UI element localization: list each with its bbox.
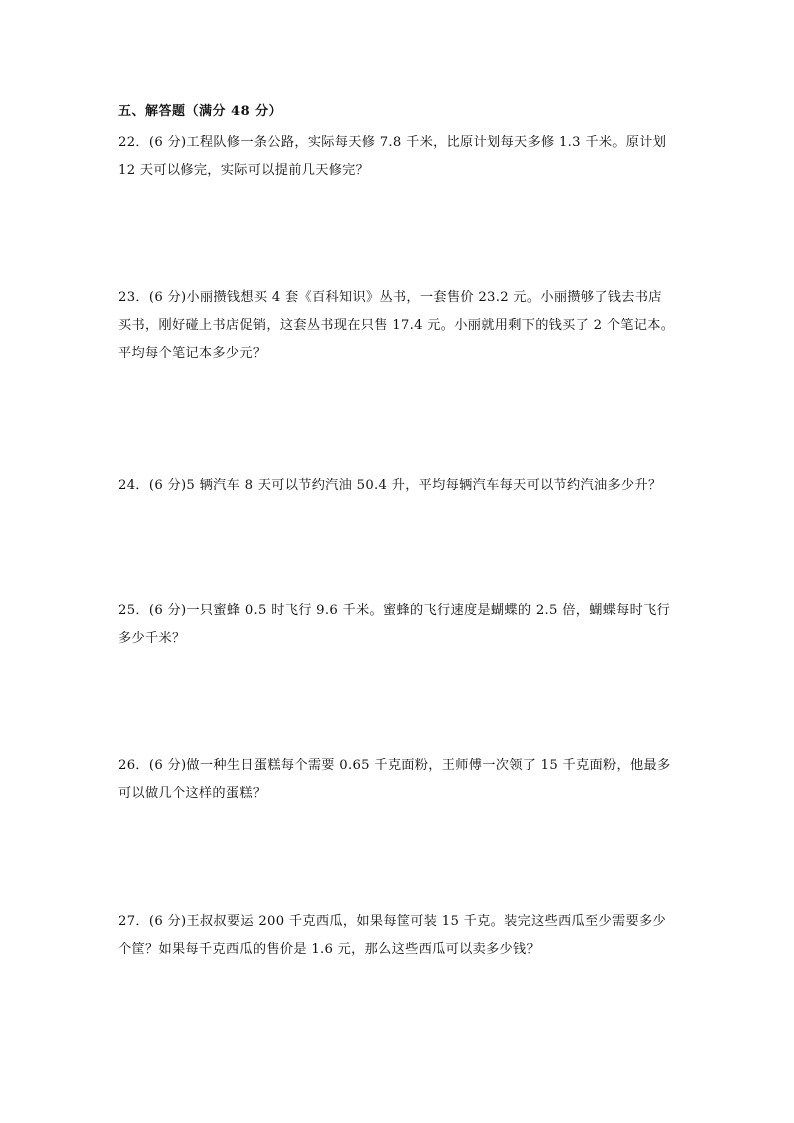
question-23-line-1: 23．(6 分)小丽攒钱想买 4 套《百科知识》丛书，一套售价 23.2 元。小丽攒够了钱去书店 — [118, 290, 662, 305]
question-23-line-2: 买书，刚好碰上书店促销，这套丛书现在只售 17.4 元。小丽就用剩下的钱买了 2 个笔记本。 — [118, 318, 675, 333]
question-25-line-1: 25．(6 分)一只蜜蜂 0.5 时飞行 9.6 千米。蜜蜂的飞行速度是蝴蝶的 2.5 倍，蝴蝶每时飞行 — [118, 603, 671, 618]
question-22-line-2: 12 天可以修完，实际可以提前几天修完？ — [118, 163, 370, 178]
question-25 — [118, 597, 688, 653]
question-25-line-2: 多少千米？ — [118, 631, 186, 646]
question-22-line-1: 22．(6 分)工程队修一条公路，实际每天修 7.8 千米，比原计划每天多修 1.3 千米。原计划 — [118, 135, 667, 150]
question-24-line-1: 24．(6 分)5 辆汽车 8 天可以节约汽油 50.4 升，平均每辆汽车每天可以节约汽油多少升？ — [118, 478, 662, 493]
question-26-line-2: 可以做几个这样的蛋糕？ — [118, 786, 267, 801]
question-27-line-1: 27．(6 分)王叔叔要运 200 千克西瓜，如果每筐可装 15 千克。装完这些西瓜至少需要多少 — [118, 914, 666, 929]
question-27 — [118, 908, 688, 964]
section-title: 五、解答题（满分 48 分） — [118, 104, 283, 119]
question-24 — [118, 472, 688, 500]
question-26-line-1: 26．(6 分)做一种生日蛋糕每个需要 0.65 千克面粉，王师傅一次领了 15 千克面粉，他最多 — [118, 758, 671, 773]
question-22 — [118, 129, 688, 185]
question-26 — [118, 752, 688, 808]
question-27-line-2: 个筐？如果每千克西瓜的售价是 1.6 元，那么这些西瓜可以卖多少钱？ — [118, 942, 540, 957]
question-23 — [118, 284, 688, 368]
question-23-line-3: 平均每个笔记本多少元？ — [118, 346, 267, 361]
